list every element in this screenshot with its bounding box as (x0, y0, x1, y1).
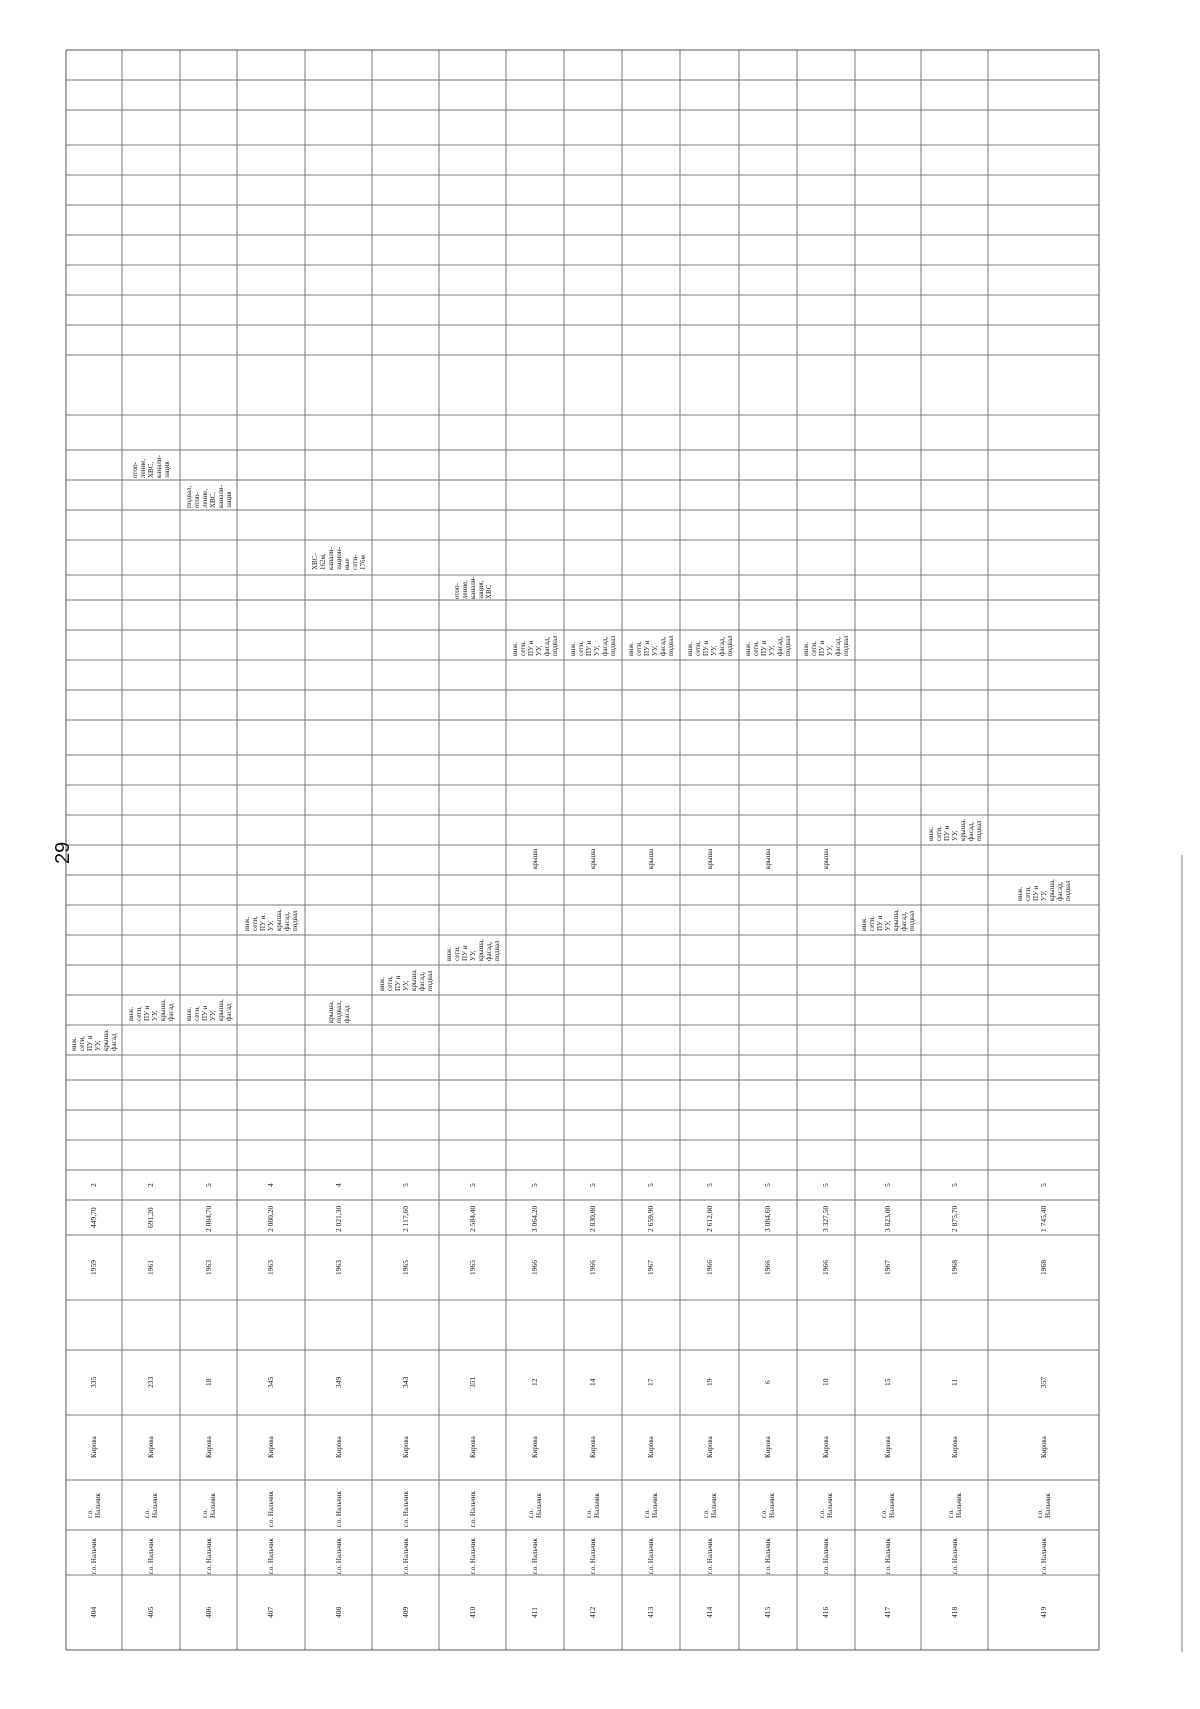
cell-settlement: г.о. Нальчик (818, 1492, 834, 1518)
cell-street: Кирова (401, 1436, 410, 1459)
cell-floors: 4 (333, 1183, 343, 1187)
cell-year: 1963 (203, 1259, 213, 1275)
cell-year: 1963 (266, 1259, 275, 1275)
cell-municipality: г.о. Нальчик (334, 1538, 343, 1574)
cell-floors: 5 (203, 1183, 213, 1187)
cell-n: 410 (467, 1606, 477, 1618)
cell-settlement: г.о. Нальчик (468, 1490, 477, 1527)
cell-n: 407 (266, 1606, 275, 1618)
cell-settlement: г.о. Нальчик (401, 1490, 410, 1527)
cell-house: 345 (266, 1376, 275, 1388)
cell-floors: 5 (883, 1183, 892, 1187)
cell-year: 1966 (821, 1259, 830, 1275)
cell-municipality: г.о. Нальчик (589, 1538, 597, 1574)
cell-street: Кирова (589, 1436, 597, 1459)
cell-n: 406 (203, 1606, 213, 1618)
cell-year: 1961 (146, 1259, 155, 1275)
cell-year: 1966 (588, 1259, 597, 1275)
cell-n: 416 (821, 1606, 830, 1618)
cell-n: 404 (89, 1606, 98, 1618)
cell-area: 449,70 (89, 1207, 98, 1229)
cell-area: 1 745,40 (1038, 1205, 1048, 1232)
cell-street: Кирова (334, 1436, 343, 1459)
cell-floors: 2 (146, 1183, 155, 1187)
cell-n: 419 (1038, 1606, 1048, 1618)
cell-area: 691,20 (146, 1207, 155, 1229)
cell-floors: 5 (704, 1183, 714, 1187)
cell-work-description: инж. сети, ПУ и УУ, крыша, фасад, подвал (860, 908, 916, 931)
cell-municipality: г.о. Нальчик (468, 1538, 477, 1574)
cell-n: 408 (333, 1606, 343, 1618)
cell-area: 2 084,70 (203, 1205, 213, 1232)
cell-street: Кирова (1039, 1436, 1048, 1459)
cell-settlement: г.о. Нальчик (585, 1492, 601, 1518)
cell-municipality: г.о. Нальчик (267, 1538, 275, 1574)
cell-floors: 5 (588, 1183, 597, 1187)
cell-work-description: крыша (822, 848, 830, 869)
cell-work-description: крыша (647, 848, 655, 869)
cell-work-description: инж. сети, ПУ и УУ, крыша, фасад, подвал (926, 818, 983, 841)
cell-house: 12 (530, 1378, 539, 1387)
cell-house: 14 (588, 1378, 597, 1387)
cell-year: 1966 (704, 1259, 714, 1275)
cell-settlement: г.о. Нальчик (86, 1492, 102, 1518)
cell-street: Кирова (950, 1436, 959, 1459)
cell-settlement: г.о. Нальчик (527, 1492, 543, 1518)
cell-n: 414 (704, 1606, 714, 1618)
cell-floors: 5 (763, 1183, 772, 1187)
cell-street: Кирова (90, 1436, 98, 1459)
cell-house: 351 (467, 1376, 477, 1388)
cell-settlement: г.о. Нальчик (880, 1492, 896, 1518)
cell-area: 2 584,40 (467, 1205, 477, 1232)
cell-municipality: г.о. Нальчик (705, 1538, 714, 1574)
cell-house: 11 (949, 1378, 959, 1387)
cell-work-description: крыша (531, 848, 539, 869)
cell-settlement: г.о. Нальчик (143, 1492, 159, 1518)
cell-year: 1968 (1038, 1259, 1048, 1275)
cell-settlement: г.о. Нальчик (760, 1492, 776, 1518)
cell-year: 1967 (646, 1259, 655, 1275)
cell-house: 335 (89, 1376, 98, 1388)
cell-work-description: крыша, подвал, фасад (326, 1000, 351, 1023)
cell-n: 412 (588, 1606, 597, 1618)
cell-street: Кирова (647, 1436, 655, 1459)
cell-municipality: г.о. Нальчик (764, 1538, 772, 1574)
cell-street: Кирова (204, 1436, 213, 1459)
cell-n: 417 (883, 1606, 892, 1618)
cell-house: 10 (821, 1378, 830, 1387)
cell-work-description: отоп- ление, канали- зация, ХВС (452, 576, 493, 599)
cell-floors: 5 (949, 1183, 959, 1187)
cell-work-description: инж. сети, ПУ и УУ, фасад, подвал (744, 635, 792, 656)
cell-settlement: г.о. Нальчик (334, 1490, 343, 1527)
cell-work-description: инж. сети, ПУ и УУ, крыша, фасад, подвал (243, 908, 299, 931)
cell-municipality: г.о. Нальчик (1039, 1538, 1048, 1574)
cell-area: 2 117,60 (400, 1205, 410, 1232)
cell-work-description: инж. сети, ПУ и УУ, крыша, фасад, подвал (1015, 878, 1072, 901)
cell-work-description: крыша (589, 848, 597, 869)
cell-house: 233 (146, 1376, 155, 1388)
cell-area: 3 327,50 (821, 1205, 830, 1232)
cell-floors: 5 (821, 1183, 830, 1187)
cell-house: 349 (333, 1376, 343, 1388)
cell-floors: 5 (646, 1183, 655, 1187)
cell-floors: 5 (530, 1183, 539, 1187)
cell-municipality: г.о. Нальчик (90, 1538, 98, 1574)
cell-work-description: инж. сети, ПУ и УУ, крыша, фасад (184, 998, 233, 1021)
cell-street: Кирова (531, 1436, 539, 1459)
cell-settlement: г.о. Нальчик (267, 1490, 275, 1527)
cell-municipality: г.о. Нальчик (531, 1538, 539, 1574)
cell-n: 418 (949, 1606, 959, 1618)
cell-work-description: инж. сети, ПУ и УУ, фасад, подвал (802, 635, 850, 656)
cell-year: 1963 (333, 1259, 343, 1275)
cell-municipality: г.о. Нальчик (647, 1538, 655, 1574)
cell-n: 411 (530, 1606, 539, 1618)
cell-street: Кирова (822, 1436, 830, 1459)
cell-area: 2 021,30 (333, 1205, 343, 1232)
cell-year: 1968 (949, 1259, 959, 1275)
cell-house: 343 (400, 1376, 410, 1388)
cell-floors: 5 (400, 1183, 410, 1187)
cell-house: 357 (1038, 1376, 1048, 1388)
cell-year: 1965 (467, 1259, 477, 1275)
cell-street: Кирова (764, 1436, 772, 1459)
cell-municipality: г.о. Нальчик (204, 1538, 213, 1574)
cell-year: 1966 (530, 1259, 539, 1275)
cell-work-description: инж. сети, ПУ и УУ, крыша, фасад, подвал (377, 968, 434, 991)
page-number: 29 (52, 841, 74, 864)
cell-house: 6 (763, 1380, 772, 1385)
cell-work-description: инж. сети, ПУ и УУ, крыша, фасад (70, 1028, 118, 1051)
cell-work-description: инж. сети, ПУ и УУ, фасад, подвал (511, 635, 559, 656)
cell-house: 18 (203, 1378, 213, 1387)
cell-area: 2 659,90 (646, 1205, 655, 1232)
cell-floors: 5 (1038, 1183, 1048, 1187)
cell-street: Кирова (884, 1436, 892, 1459)
cell-house: 19 (704, 1378, 714, 1387)
cell-work-description: инж. сети, ПУ и УУ, крыша, фасад (127, 998, 175, 1021)
cell-floors: 4 (266, 1183, 275, 1187)
cell-n: 409 (400, 1606, 410, 1618)
cell-settlement: г.о. Нальчик (946, 1492, 963, 1518)
cell-area: 3 084,60 (763, 1205, 772, 1232)
cell-area: 2 612,00 (704, 1205, 714, 1232)
cell-house: 17 (646, 1378, 655, 1387)
cell-settlement: г.о. Нальчик (643, 1492, 659, 1518)
cell-year: 1965 (400, 1259, 410, 1275)
cell-street: Кирова (267, 1436, 275, 1459)
cell-house: 15 (883, 1378, 892, 1387)
cell-year: 1959 (89, 1259, 98, 1275)
cell-work-description: ХВС- 162м, канали- зацион- ные сети- 176м (310, 547, 367, 571)
cell-settlement: г.о. Нальчик (1035, 1492, 1052, 1518)
cell-floors: 5 (467, 1183, 477, 1187)
cell-area: 2 080,20 (266, 1205, 275, 1232)
cell-work-description: инж. сети, ПУ и УУ, фасад, подвал (569, 635, 617, 656)
cell-area: 3 064,20 (530, 1205, 539, 1232)
cell-street: Кирова (468, 1436, 477, 1459)
cell-work-description: крыша (764, 848, 772, 869)
cell-work-description: инж. сети, ПУ и УУ, крыша, фасад, подвал (444, 938, 501, 961)
cell-floors: 2 (89, 1183, 98, 1187)
cell-municipality: г.о. Нальчик (884, 1538, 892, 1574)
cell-settlement: г.о. Нальчик (200, 1492, 217, 1518)
cell-settlement: г.о. Нальчик (701, 1492, 718, 1518)
cell-year: 1967 (883, 1259, 892, 1275)
cell-area: 2 875,70 (949, 1205, 959, 1232)
cell-municipality: г.о. Нальчик (401, 1538, 410, 1574)
cell-area: 3 823,00 (883, 1205, 892, 1232)
cell-area: 2 830,80 (588, 1205, 597, 1232)
right-margin-rule (1181, 855, 1183, 1652)
cell-work-description: инж. сети, ПУ и УУ, фасад, подвал (627, 635, 675, 656)
cell-work-description: подвал, отоп- ление, ХВС, канали- зация (184, 484, 233, 508)
cell-municipality: г.о. Нальчик (822, 1538, 830, 1574)
cell-n: 415 (763, 1606, 772, 1618)
cell-n: 413 (646, 1606, 655, 1618)
cell-year: 1966 (763, 1259, 772, 1275)
cell-work-description: крыша (705, 848, 714, 869)
cell-municipality: г.о. Нальчик (950, 1538, 959, 1574)
cell-street: Кирова (705, 1436, 714, 1459)
cell-street: Кирова (147, 1436, 155, 1459)
cell-work-description: инж. сети, ПУ и УУ, фасад, подвал (685, 635, 734, 656)
cell-work-description: отоп- ление, ХВС, канали- зация (131, 454, 171, 478)
cell-n: 405 (146, 1606, 155, 1618)
cell-municipality: г.о. Нальчик (147, 1538, 155, 1574)
